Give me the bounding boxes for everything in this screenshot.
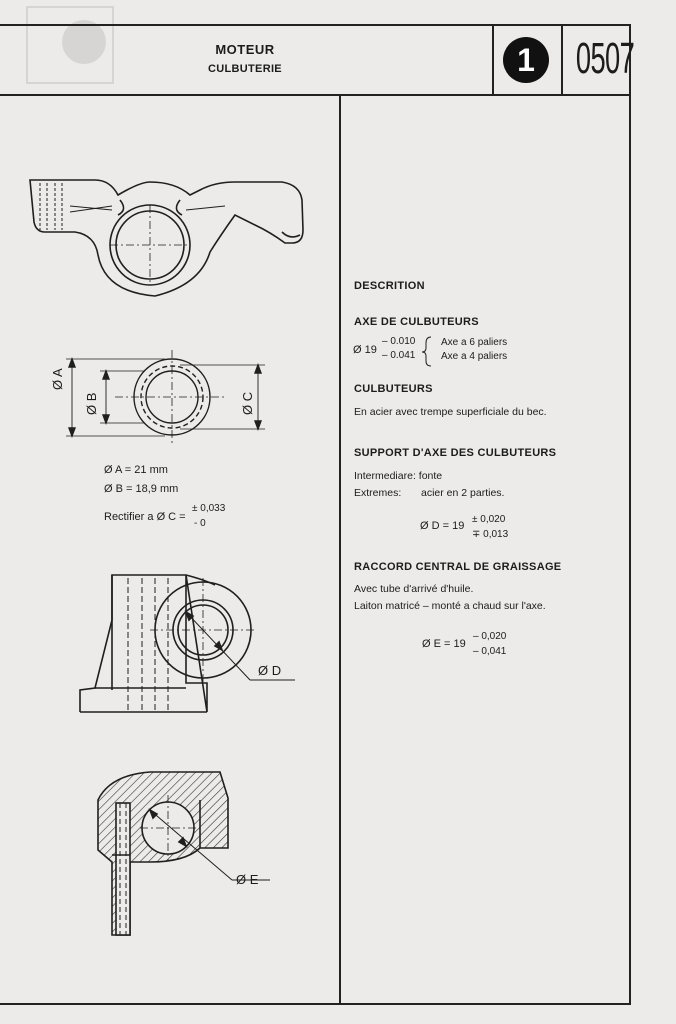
page-title: MOTEUR	[215, 42, 275, 57]
raccord-formula: Ø E = 19	[422, 638, 466, 650]
raccord-line-2: Laiton matricé – monté a chaud sur l'axe.	[354, 600, 546, 612]
support-line-2-label: Extremes:	[354, 487, 402, 499]
page-subtitle: CULBUTERIE	[208, 63, 282, 75]
raccord-line-1: Avec tube d'arrivé d'huile.	[354, 583, 474, 595]
support-bracket-drawing	[80, 575, 295, 712]
description-heading: DESCRITION	[354, 280, 425, 292]
axe-nominal: Ø 19	[353, 344, 377, 356]
spec-b: Ø B = 18,9 mm	[104, 483, 179, 495]
support-formula: Ø D = 19	[420, 520, 465, 532]
axe-note-1: Axe a 6 paliers	[441, 337, 508, 348]
raccord-tol-lower: – 0,041	[473, 646, 507, 657]
label-diameter-a: Ø A	[50, 368, 65, 390]
axe-heading: AXE DE CULBUTEURS	[354, 316, 479, 328]
spec-a: Ø A = 21 mm	[104, 464, 168, 476]
label-diameter-c: Ø C	[240, 391, 255, 415]
spec-c-upper: ± 0,033	[192, 503, 226, 514]
support-tol-upper: ± 0,020	[472, 514, 506, 525]
axe-tol-lower: – 0.041	[382, 350, 416, 361]
rocker-arm-drawing	[30, 180, 303, 296]
spec-c-lower: - 0	[194, 518, 206, 529]
spec-c-prefix: Rectifier a Ø C =	[104, 511, 186, 523]
oil-fitting-drawing	[98, 772, 270, 935]
axe-tol-upper: – 0.010	[382, 336, 416, 347]
support-line-2-value: acier en 2 parties.	[421, 487, 505, 499]
culbuteurs-text: En acier avec trempe superficiale du bec.	[354, 406, 547, 418]
section-number-badge: 1	[503, 37, 549, 83]
raccord-heading: RACCORD CENTRAL DE GRAISSAGE	[354, 561, 562, 573]
support-tol-lower: ∓ 0,013	[472, 529, 509, 540]
label-diameter-b: Ø B	[84, 392, 99, 415]
raccord-tol-upper: – 0,020	[473, 631, 507, 642]
label-diameter-d: Ø D	[258, 663, 282, 678]
page-code: 0507	[575, 34, 635, 83]
support-heading: SUPPORT D'AXE DES CULBUTEURS	[354, 447, 557, 459]
tolerance-brace	[422, 337, 431, 366]
axe-note-2: Axe a 4 paliers	[441, 351, 508, 362]
label-diameter-e: Ø E	[236, 872, 259, 887]
culbuteurs-heading: CULBUTEURS	[354, 383, 433, 395]
support-line-1: Intermediare: fonte	[354, 470, 443, 482]
